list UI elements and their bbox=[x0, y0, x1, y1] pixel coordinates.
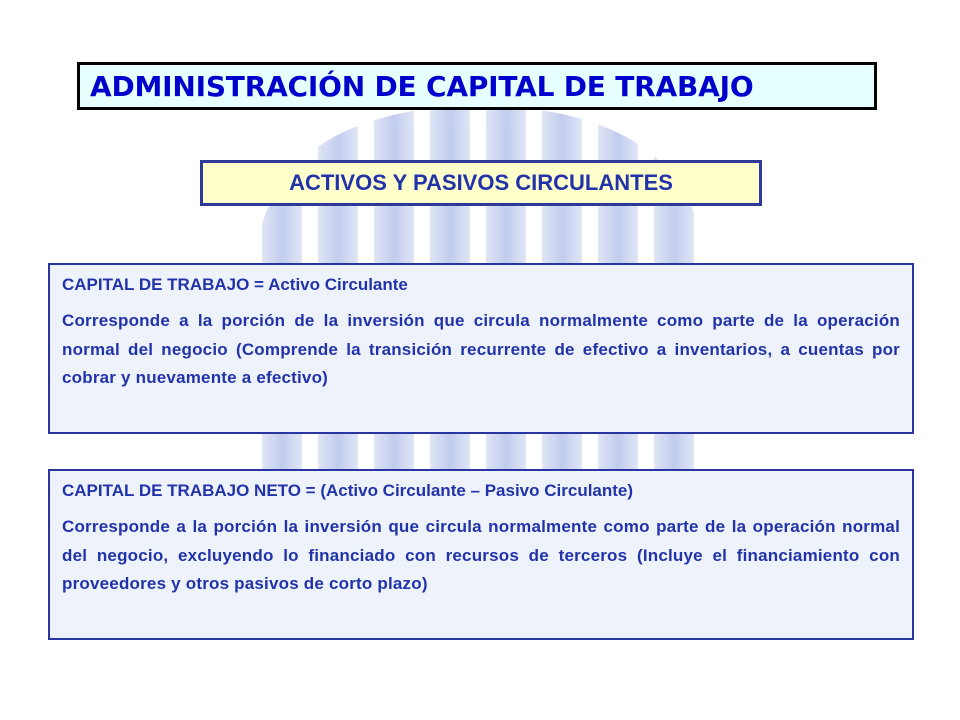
working-capital-heading: CAPITAL DE TRABAJO = Activo Circulante bbox=[62, 275, 408, 294]
subtitle-box bbox=[200, 160, 762, 206]
working-capital-description: Corresponde a la porción de la inversión que circula normalmente como parte de la operación normal del negocio (Comprende la transición recurrente de efectivo a inventarios, a cuentas por cobrar y nuevamente a efectivo) bbox=[62, 311, 900, 387]
net-working-capital-panel bbox=[48, 469, 914, 640]
net-working-capital-heading: CAPITAL DE TRABAJO NETO = (Activo Circulante – Pasivo Circulante) bbox=[62, 481, 634, 500]
net-working-capital-description: Corresponde a la porción la inversión que circula normalmente como parte de la operación normal del negocio, excluyendo lo financiado con recursos de terceros (Incluye el financiamiento con proveedores y otros pasivos de corto plazo) bbox=[62, 517, 900, 593]
page-title: ADMINISTRACIÓN DE CAPITAL DE TRABAJO bbox=[90, 69, 754, 103]
title-box bbox=[77, 62, 877, 110]
working-capital-panel bbox=[48, 263, 914, 434]
page-subtitle: ACTIVOS Y PASIVOS CIRCULANTES bbox=[289, 170, 673, 195]
